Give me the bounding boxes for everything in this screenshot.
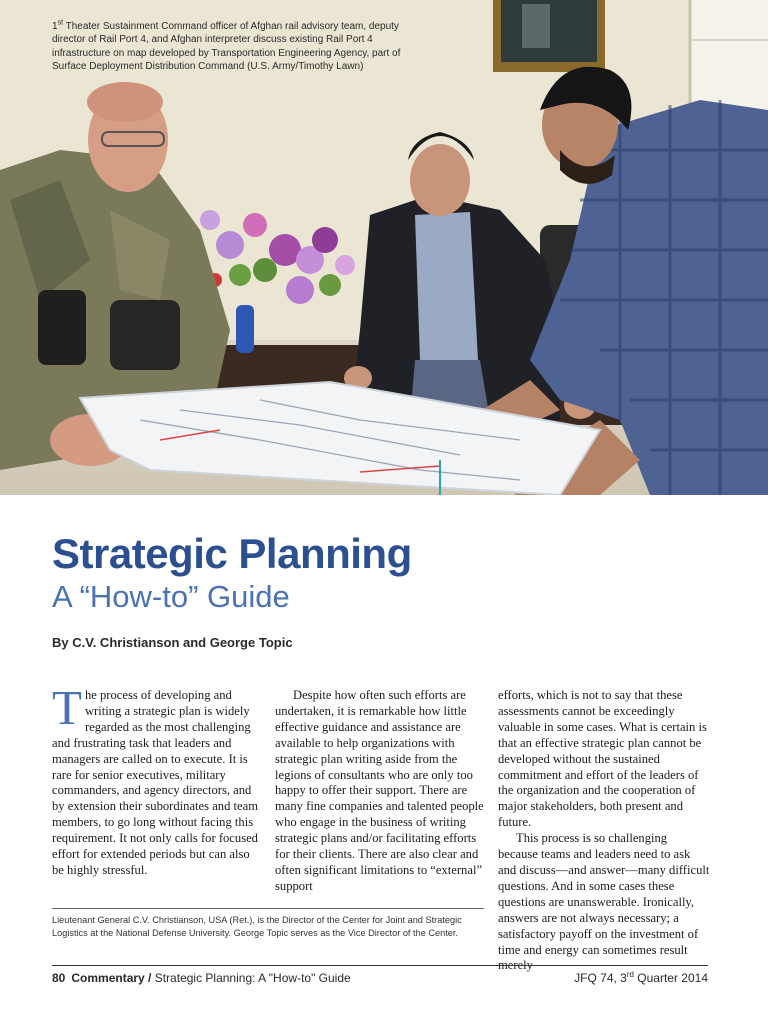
journal-issue-text: JFQ 74, 3: [574, 971, 627, 985]
section-label: Commentary /: [71, 971, 152, 985]
journal-issue: [574, 971, 708, 985]
running-title: Strategic Planning: A "How-to" Guide: [151, 971, 351, 985]
body-paragraph: [52, 680, 262, 879]
body-column-2: [275, 688, 485, 895]
caption-ordinal-suffix: st: [57, 19, 64, 27]
author-note: Lieutenant General C.V. Christianson, USA (Ret.), is the Director of the Center for Joint and Strategic Logistics at the National Defense University. George Topic serves as the Vice Director of the Center.: [52, 915, 462, 938]
author-note-divider: [52, 908, 484, 909]
footer-divider: [52, 965, 708, 966]
footer-left: [52, 971, 351, 985]
photo-illustration: [0, 0, 768, 495]
article-photo: [0, 0, 768, 495]
body-paragraph: This process is so challenging because teams and leaders need to ask and discuss—and answer—many difficult questions. And in some cases these questions are unanswerable. Ironically, answers are not always necessary; a satisfactory payoff on the investment of time and energy can sometimes result merely: [498, 831, 710, 973]
page-number: 80: [52, 971, 66, 985]
drop-cap: T: [52, 680, 82, 735]
photo-caption: [52, 20, 412, 74]
caption-ordinal-number: 1: [52, 21, 58, 32]
body-text: he process of developing and writing a strategic plan is widely regarded as the most challenging and frustrating task that leaders and managers are called on to execute. It is rare for senior executives, military commanders, and agency directors, and by extension their subordinates and team members, to go long without facing this requirement. It not only calls for focused effort for extended periods but can also be highly stressful.: [52, 688, 258, 877]
article-subtitle: A “How-to” Guide: [52, 579, 290, 614]
journal-issue-quarter: Quarter 2014: [633, 971, 708, 985]
article-title: Strategic Planning: [52, 530, 412, 577]
body-column-3: [498, 688, 710, 974]
page-footer: [52, 971, 708, 989]
journal-issue-ordinal: rd: [626, 970, 634, 979]
caption-text: Theater Sustainment Command officer of Afghan rail advisory team, deputy director of Rail Port 4, and Afghan interpreter discuss existing Rail Port 4 infrastructure on map developed by Transportation Engineering Agency, part of Surface Deployment Distribution Command (U.S. Army/Timothy Lawn): [52, 21, 401, 73]
body-paragraph: Despite how often such efforts are undertaken, it is remarkable how little effective guidance and assistance are available to help organizations with strategic plan writing aside from the legions of consultants who are only too happy to offer their support. There are many fine companies and talented people who engage in the business of writing strategic plans and/or facilitating efforts for their clients. There are also clear and often significant limitations to “external” support: [275, 688, 484, 893]
body-paragraph: efforts, which is not to say that these assessments cannot be exceedingly valuable in some cases. What is certain is that an effective strategic plan cannot be developed without the sustained commitment and effort of the leaders of the organization and the cooperation of major stakeholders, both present and future.: [498, 688, 707, 830]
body-column-1: [52, 680, 262, 879]
byline: By C.V. Christianson and George Topic: [52, 635, 293, 650]
